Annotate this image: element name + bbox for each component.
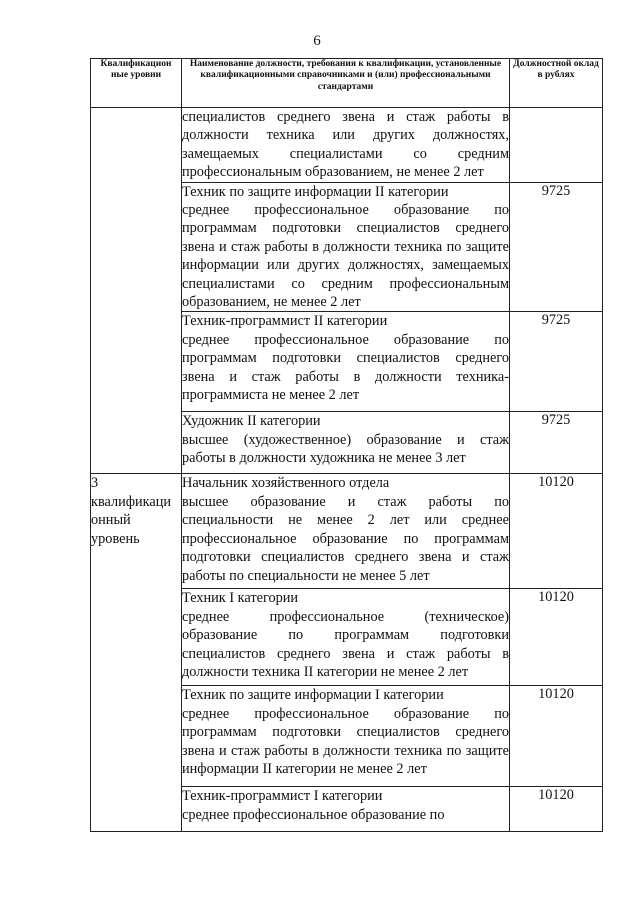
header-description: Наименование должности, требования к квалификации, установленные квалификационными справочниками и (или) профессиональными стандартами (182, 59, 510, 108)
salary-value: 9725 (510, 182, 603, 312)
position-requirements: высшее (художественное) образование и стаж работы в должности художника не менее 3 лет (182, 431, 509, 467)
position-requirements: среднее профессиональное образование по программам подготовки специалистов среднего звена и стаж работы в должности техника по защите информации или других должностях, замещаемых специалистами со средним профессиональным образованием, не менее 2 лет (182, 202, 509, 311)
salary-value: 9725 (510, 412, 603, 474)
table-row (91, 474, 603, 589)
position-title: Техник-программист II категории (182, 313, 388, 330)
position-title: Техник-программист I категории (182, 788, 383, 805)
level-cell (91, 474, 182, 832)
position-description (182, 686, 510, 787)
position-title: Начальник хозяйственного отдела (182, 475, 390, 492)
position-requirements: среднее профессиональное образование по программам подготовки специалистов среднего звена и стаж работы в должности техника по защите информации II категории не менее 2 лет (182, 705, 509, 778)
salary-value: 10120 (510, 474, 603, 589)
position-requirements: высшее образование и стаж работы по специальности не менее 2 лет или среднее профессиональное образование по программам подготовки специалистов среднего звена и стаж работы по специальности не менее 5 лет (182, 493, 509, 584)
salary-value: 10120 (510, 589, 603, 686)
position-title: Художник II категории (182, 413, 321, 430)
position-requirements: среднее профессиональное образование по (182, 806, 445, 823)
position-requirements: среднее профессиональное образование по программам подготовки специалистов среднего звена и стаж работы в должности техника-программиста не менее 2 лет (182, 331, 509, 404)
position-description (182, 182, 510, 312)
table-header-row (91, 59, 603, 108)
position-description (182, 412, 510, 474)
salary-value (510, 108, 603, 183)
position-title: Техник по защите информации I категории (182, 687, 444, 704)
salary-value: 10120 (510, 686, 603, 787)
header-level: Квалификацион ные уровни (91, 59, 182, 108)
table-row (91, 108, 603, 183)
salary-table (90, 58, 603, 832)
position-requirements: специалистов среднего звена и стаж работы в должности техника или других должностях, замещаемых специалистами со средним профессиональным образованием, не менее 2 лет (182, 109, 509, 181)
level-cell-continued (91, 108, 182, 474)
position-description (182, 312, 510, 412)
salary-value: 10120 (510, 787, 603, 832)
position-requirements: среднее профессиональное (техническое) образование по программам подготовки специалистов среднего звена и стаж работы в должности техника II категории не менее 2 лет (182, 608, 509, 681)
page-number: 6 (313, 33, 321, 49)
position-description (182, 474, 510, 589)
position-description (182, 108, 510, 183)
level-number: 3 (91, 475, 99, 492)
salary-value: 9725 (510, 312, 603, 412)
level-label: квалификаци онный уровень (91, 493, 172, 547)
position-title: Техник I категории (182, 590, 299, 607)
position-description (182, 589, 510, 686)
position-title: Техник по защите информации II категории (182, 183, 449, 200)
header-salary: Должностной оклад в рублях (510, 59, 603, 108)
position-description (182, 787, 510, 832)
